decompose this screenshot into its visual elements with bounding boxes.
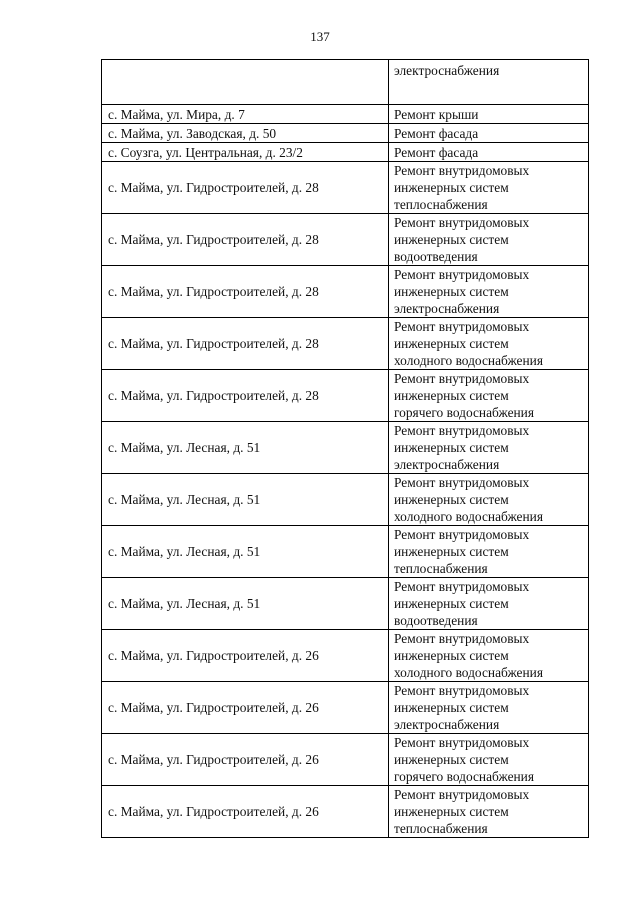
- work-type-line: горячего водоснабжения: [394, 769, 535, 784]
- work-type-line: инженерных систем: [394, 700, 509, 715]
- work-type-line: Ремонт внутридомовых: [394, 475, 530, 490]
- work-type-line: водоотведения: [394, 613, 478, 628]
- work-type-line: Ремонт внутридомовых: [394, 683, 530, 698]
- work-type-line: инженерных систем: [394, 648, 509, 663]
- page-number: 137: [310, 29, 330, 44]
- work-type-cell: [389, 318, 589, 370]
- table-row: [102, 60, 589, 105]
- work-type-line: холодного водоснабжения: [394, 353, 543, 368]
- work-type-line: Ремонт внутридомовых: [394, 579, 530, 594]
- work-type-cell: [389, 578, 589, 630]
- table-row: [102, 105, 589, 124]
- work-type-line: электроснабжения: [394, 457, 500, 472]
- work-type-line: теплоснабжения: [394, 821, 488, 836]
- work-type-line: Ремонт внутридомовых: [394, 163, 530, 178]
- work-type-cell: [389, 105, 589, 124]
- address-cell: с. Майма, ул. Лесная, д. 51: [102, 474, 389, 526]
- work-type-line: горячего водоснабжения: [394, 405, 535, 420]
- work-type-line: инженерных систем: [394, 440, 509, 455]
- work-type-line: Ремонт внутридомовых: [394, 631, 530, 646]
- address-cell: с. Майма, ул. Заводская, д. 50: [102, 124, 389, 143]
- work-type-line: Ремонт внутридомовых: [394, 735, 530, 750]
- work-type-line: Ремонт внутридомовых: [394, 787, 530, 802]
- table-row: [102, 214, 589, 266]
- address-cell: с. Майма, ул. Гидростроителей, д. 26: [102, 786, 389, 838]
- table-row: [102, 526, 589, 578]
- work-type-cell: [389, 734, 589, 786]
- work-type-cell: [389, 124, 589, 143]
- table-row: [102, 143, 589, 162]
- work-type-line: инженерных систем: [394, 180, 509, 195]
- work-type-line: холодного водоснабжения: [394, 665, 543, 680]
- address-cell: с. Майма, ул. Лесная, д. 51: [102, 578, 389, 630]
- address-cell: с. Майма, ул. Мира, д. 7: [102, 105, 389, 124]
- address-cell: с. Майма, ул. Гидростроителей, д. 28: [102, 214, 389, 266]
- work-type-line: Ремонт фасада: [394, 125, 479, 141]
- work-type-line: инженерных систем: [394, 492, 509, 507]
- work-type-line: инженерных систем: [394, 232, 509, 247]
- address-cell: с. Майма, ул. Гидростроителей, д. 26: [102, 682, 389, 734]
- table-row: [102, 734, 589, 786]
- works-table: [101, 59, 589, 838]
- address-cell: с. Майма, ул. Гидростроителей, д. 28: [102, 318, 389, 370]
- table-row: [102, 630, 589, 682]
- work-type-line: Ремонт внутридомовых: [394, 371, 530, 386]
- work-type-cell: [389, 526, 589, 578]
- table-row: [102, 370, 589, 422]
- table-row: [102, 786, 589, 838]
- work-type-line: Ремонт фасада: [394, 144, 479, 160]
- work-type-line: водоотведения: [394, 249, 478, 264]
- work-type-line: теплоснабжения: [394, 561, 488, 576]
- work-type-cell: [389, 162, 589, 214]
- work-type-line: Ремонт внутридомовых: [394, 319, 530, 334]
- table-row: [102, 422, 589, 474]
- table-row: [102, 578, 589, 630]
- work-type-cell: [389, 474, 589, 526]
- work-type-line: инженерных систем: [394, 336, 509, 351]
- work-type-line: инженерных систем: [394, 804, 509, 819]
- work-type-line: инженерных систем: [394, 544, 509, 559]
- work-type-line: инженерных систем: [394, 284, 509, 299]
- works-table-body: [102, 60, 589, 838]
- address-cell: с. Майма, ул. Лесная, д. 51: [102, 422, 389, 474]
- work-type-cell: [389, 266, 589, 318]
- table-row: [102, 474, 589, 526]
- work-type-line: инженерных систем: [394, 752, 509, 767]
- address-cell: с. Майма, ул. Гидростроителей, д. 26: [102, 630, 389, 682]
- table-row: [102, 162, 589, 214]
- address-cell: с. Майма, ул. Гидростроителей, д. 28: [102, 266, 389, 318]
- work-type-line: теплоснабжения: [394, 197, 488, 212]
- table-row: [102, 124, 589, 143]
- work-type-line: Ремонт внутридомовых: [394, 267, 530, 282]
- work-type-line: инженерных систем: [394, 596, 509, 611]
- work-type-line: электроснабжения: [394, 717, 500, 732]
- work-type-cell: [389, 370, 589, 422]
- address-cell: с. Майма, ул. Гидростроителей, д. 26: [102, 734, 389, 786]
- work-type-cell: [389, 214, 589, 266]
- work-type-line: электроснабжения: [394, 301, 500, 316]
- work-type-line: Ремонт внутридомовых: [394, 527, 530, 542]
- address-cell: с. Майма, ул. Лесная, д. 51: [102, 526, 389, 578]
- address-cell: с. Соузга, ул. Центральная, д. 23/2: [102, 143, 389, 162]
- table-row: [102, 266, 589, 318]
- work-type-line: инженерных систем: [394, 388, 509, 403]
- address-cell: с. Майма, ул. Гидростроителей, д. 28: [102, 370, 389, 422]
- work-type-line: Ремонт крыши: [394, 106, 479, 122]
- work-type-line: Ремонт внутридомовых: [394, 423, 530, 438]
- work-type-line: электроснабжения: [394, 63, 500, 78]
- table-row: [102, 318, 589, 370]
- work-type-cell: [389, 422, 589, 474]
- work-type-cell: [389, 786, 589, 838]
- work-type-cell: [389, 143, 589, 162]
- address-cell: [102, 60, 389, 105]
- address-cell: с. Майма, ул. Гидростроителей, д. 28: [102, 162, 389, 214]
- work-type-cell: [389, 682, 589, 734]
- work-type-cell: [389, 630, 589, 682]
- work-type-line: Ремонт внутридомовых: [394, 215, 530, 230]
- work-type-cell: [389, 60, 589, 105]
- table-row: [102, 682, 589, 734]
- work-type-line: холодного водоснабжения: [394, 509, 543, 524]
